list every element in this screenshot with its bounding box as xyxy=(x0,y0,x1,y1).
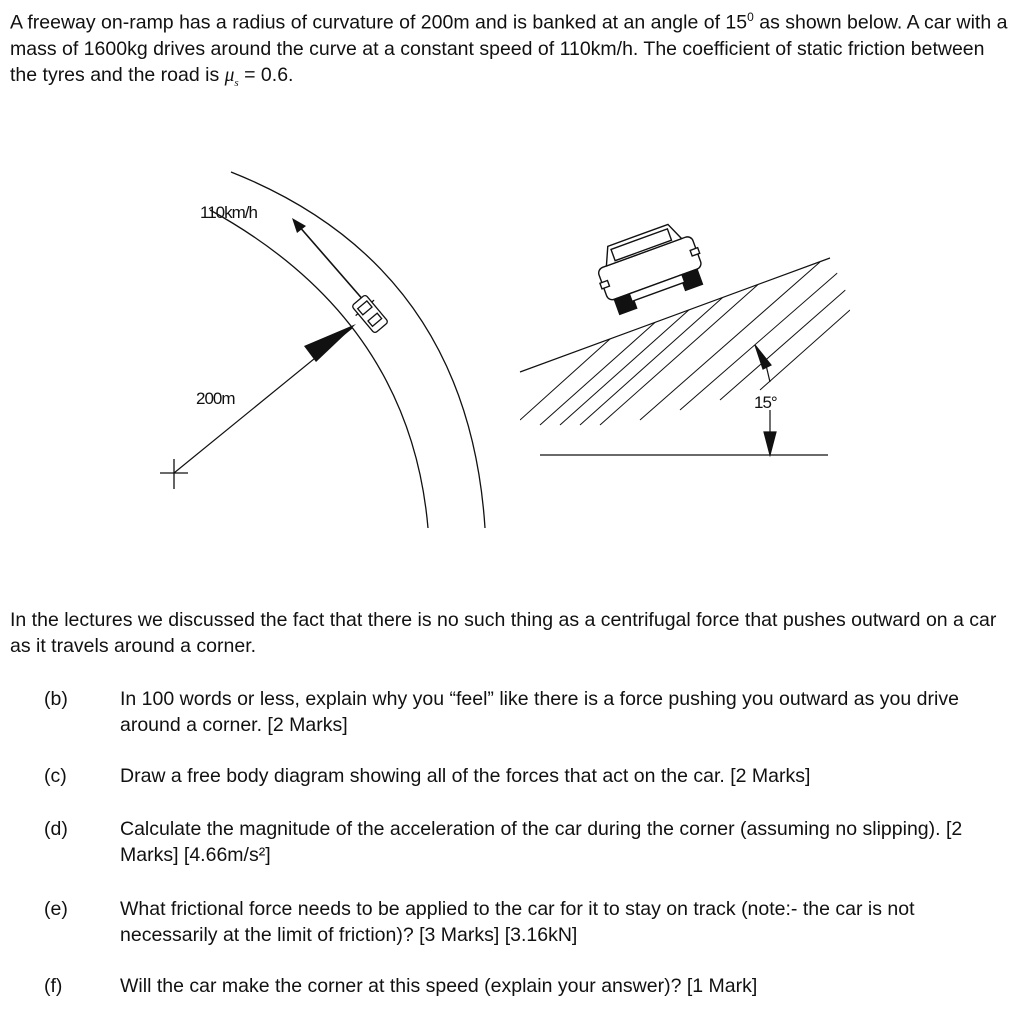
question-label: (f) xyxy=(44,975,63,997)
banked-road-side-view xyxy=(520,218,850,455)
velocity-arrow xyxy=(292,218,365,302)
question-text: What frictional force needs to be applied to the car for it to stay on track (note:- the car is not necessarily at the limit of friction)? [3 Marks] [3.16kN] xyxy=(120,898,915,946)
mu-symbol: μ xyxy=(224,64,235,86)
lecture-paragraph: In the lectures we discussed the fact that there is no such thing as a centrifugal force that pushes outward on a car as it travels around a corner. xyxy=(10,609,997,657)
car-top-view xyxy=(349,292,391,335)
question-label: (b) xyxy=(44,688,68,710)
question-label: (e) xyxy=(44,898,68,920)
radius-label: 200m xyxy=(196,389,235,408)
mu-value: = 0.6. xyxy=(238,63,294,86)
question-label: (d) xyxy=(44,818,68,840)
car-rear-view xyxy=(589,218,710,317)
angle-label: 15° xyxy=(754,393,777,412)
question-text: Will the car make the corner at this speed (explain your answer)? [1 Mark] xyxy=(120,975,758,997)
road-top-view xyxy=(210,172,485,528)
centre-of-curvature-cross xyxy=(160,459,188,489)
degree-superscript: 0 xyxy=(747,10,754,24)
mu-subscript: s xyxy=(234,76,239,89)
intro-text-2: as shown below. A car with a mass of 1600kg drives around the curve at a constant speed of 110km/h. The coefficient of static friction between the tyres and the road is xyxy=(10,11,1008,86)
road-outer-edge xyxy=(231,172,485,528)
question-text: Draw a free body diagram showing all of the forces that act on the car. [2 Marks] xyxy=(120,765,811,787)
question-text: In 100 words or less, explain why you “feel” like there is a force pushing you outward as you drive around a corner. [2 Marks] xyxy=(120,688,959,736)
speed-label: 110km/h xyxy=(200,203,257,222)
question-text: Calculate the magnitude of the acceleration of the car during the corner (assuming no slipping). [2 Marks] [4.66m/s²] xyxy=(120,818,963,866)
question-label: (c) xyxy=(44,765,67,787)
road-inner-edge xyxy=(210,210,428,528)
intro-text-1: A freeway on-ramp has a radius of curvature of 200m and is banked at an angle of 15 xyxy=(10,11,748,34)
